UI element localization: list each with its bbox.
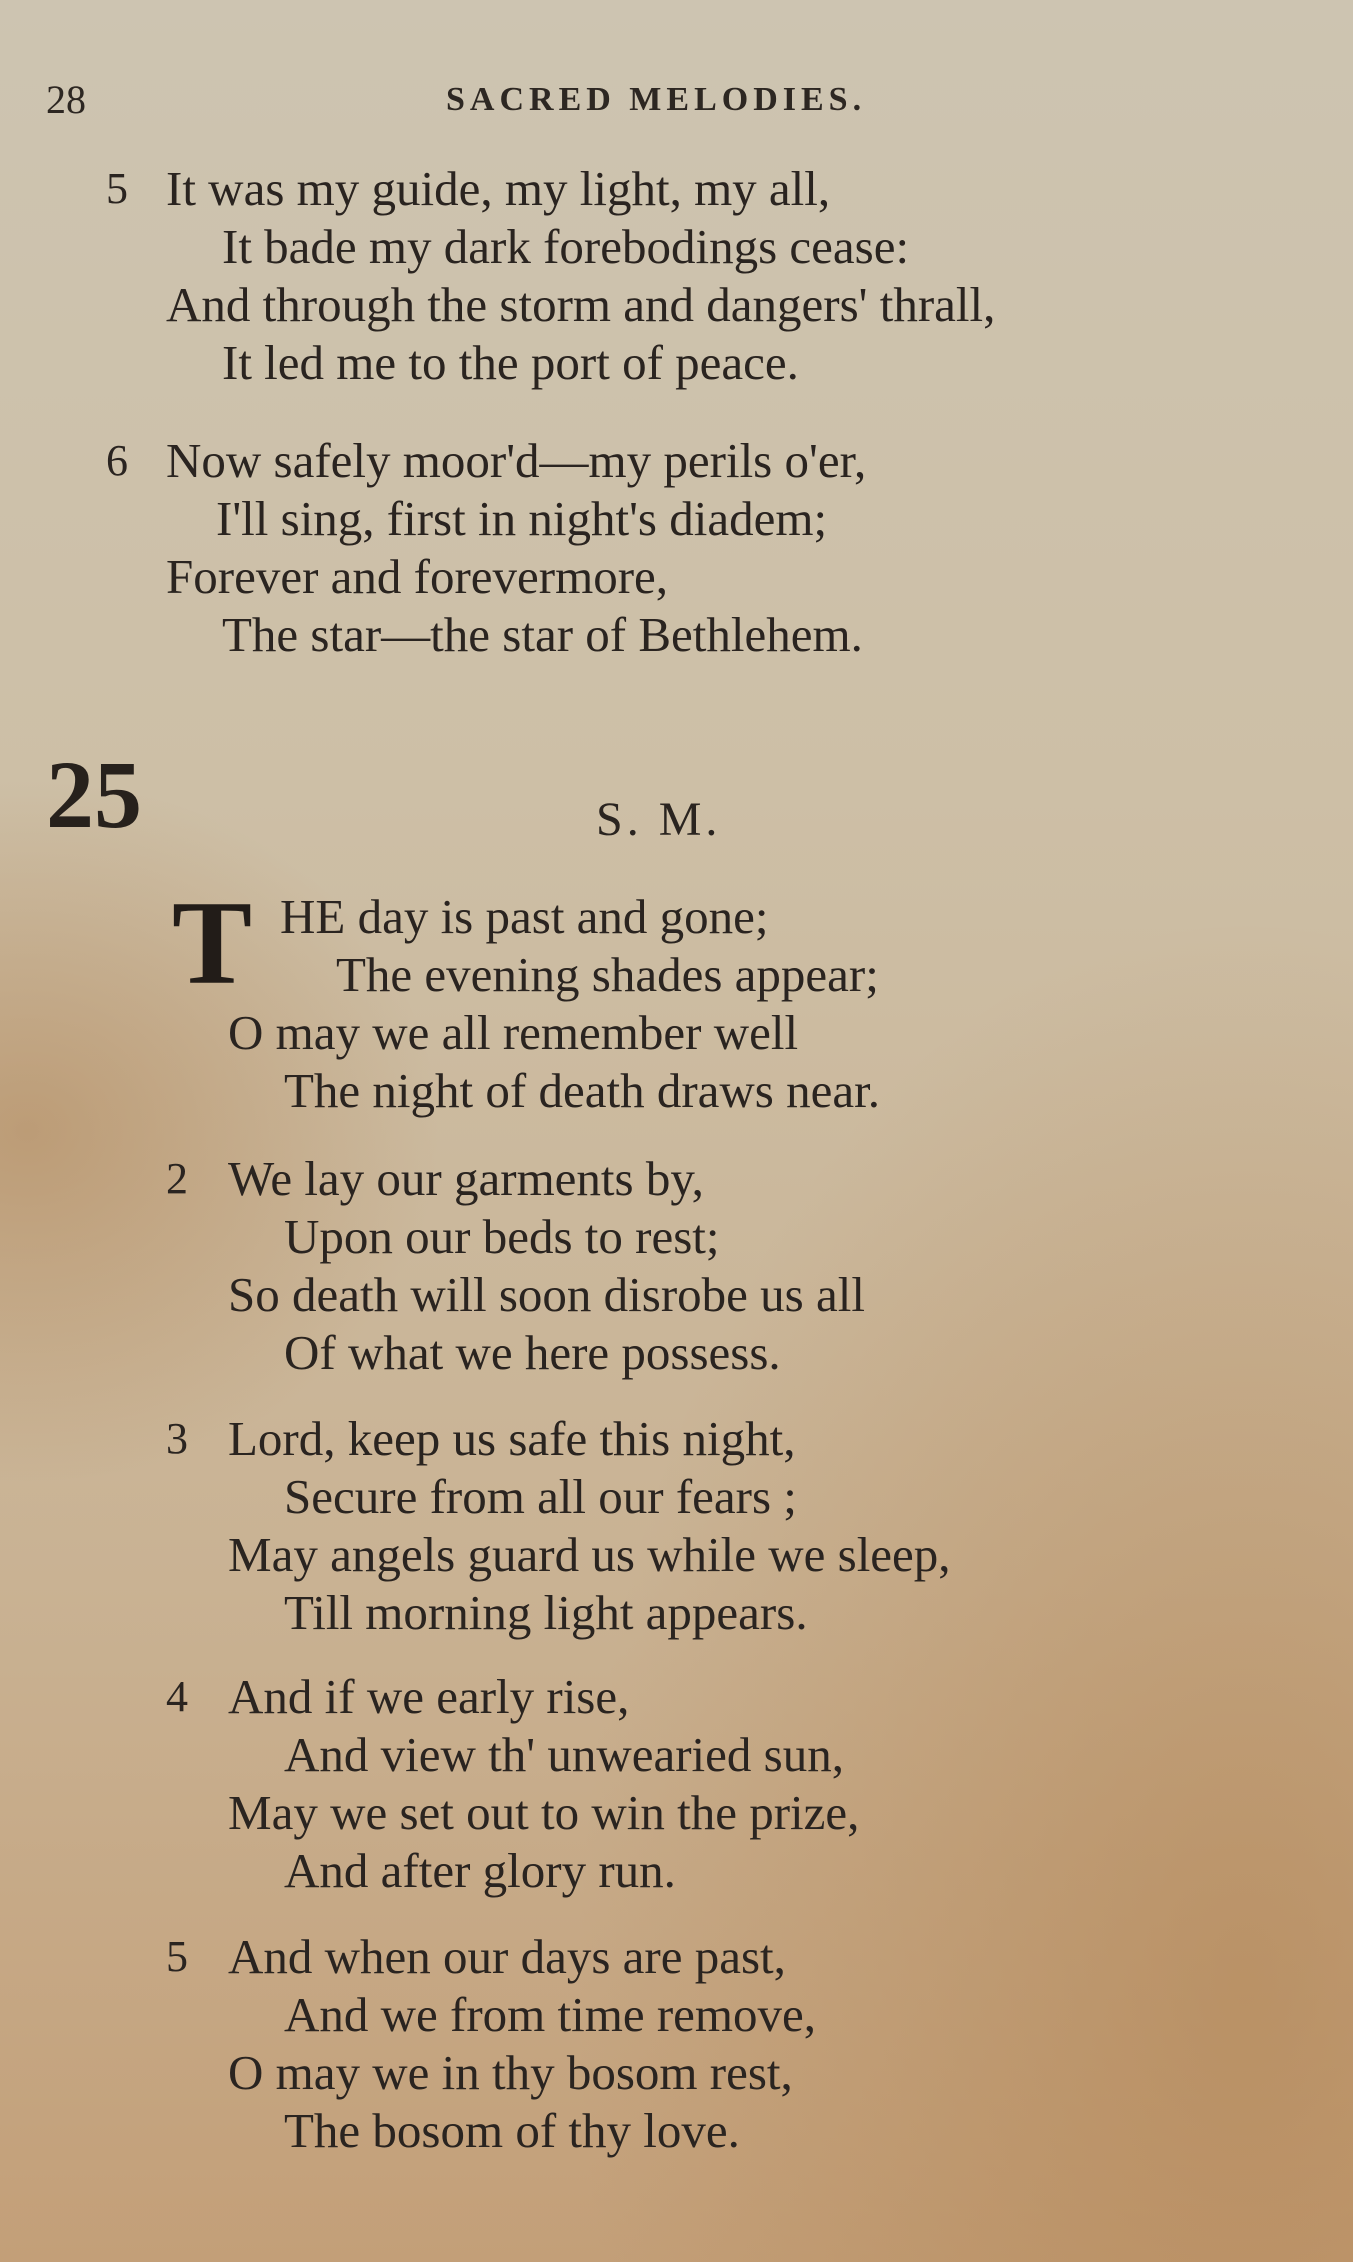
- stanza-line: Till morning light appears.: [284, 1585, 808, 1640]
- stanza-line: And through the storm and dangers' thrall,: [166, 277, 996, 332]
- stanza-line: Secure from all our fears ;: [284, 1469, 797, 1524]
- stanza-line: I'll sing, first in night's diadem;: [216, 491, 828, 546]
- stanza-line: HE day is past and gone;: [280, 889, 769, 944]
- stanza-line: The night of death draws near.: [284, 1063, 880, 1118]
- hymn-stanza-5: [166, 1928, 817, 2160]
- stanza-number: 4: [166, 1672, 188, 1721]
- stanza-line: The bosom of thy love.: [284, 2103, 740, 2158]
- page-header: [0, 70, 1353, 130]
- stanza-line: We lay our garments by,: [228, 1151, 704, 1206]
- stanza-line: It was my guide, my light, my all,: [166, 161, 831, 216]
- stanza-line: Upon our beds to rest;: [284, 1209, 720, 1264]
- stanza-line: The evening shades appear;: [336, 947, 879, 1002]
- stanza-line: Of what we here possess.: [284, 1325, 781, 1380]
- stanza-line: And if we early rise,: [228, 1669, 630, 1724]
- stanza-line: So death will soon disrobe us all: [228, 1267, 865, 1322]
- stanza-line: And after glory run.: [284, 1843, 676, 1898]
- stanza-line: And we from time remove,: [284, 1987, 817, 2042]
- stanza-number: 5: [166, 1932, 188, 1981]
- hymn-meter: S. M.: [596, 793, 722, 846]
- stanza-line: Lord, keep us safe this night,: [228, 1411, 796, 1466]
- stanza-line: And view th' unwearied sun,: [284, 1727, 844, 1782]
- stanza-line: It led me to the port of peace.: [222, 335, 799, 390]
- stanza-line: It bade my dark forebodings cease:: [222, 219, 910, 274]
- hymn-number: 25: [46, 741, 142, 848]
- stanza-number: 3: [166, 1414, 188, 1463]
- stanza-line: And when our days are past,: [228, 1929, 786, 1984]
- hymn-stanza-2: [166, 1150, 865, 1382]
- bleed-through-mark: [1200, 990, 1238, 1162]
- stanza-line: The star—the star of Bethlehem.: [222, 607, 863, 662]
- hymn-stanza-4: [166, 1668, 860, 1900]
- stanza-number: 5: [106, 164, 128, 213]
- hymn-stanza-3: [166, 1410, 951, 1642]
- stanza-line: Now safely moor'd—my perils o'er,: [166, 433, 867, 488]
- stanza-line: Forever and forevermore,: [166, 549, 669, 604]
- stanza-line: O may we in thy bosom rest,: [228, 2045, 793, 2100]
- hymn-stanza-1: [228, 888, 880, 1120]
- page-number: 28: [46, 77, 86, 122]
- running-title: SACRED MELODIES.: [446, 81, 867, 118]
- stanza-number: 6: [106, 436, 128, 485]
- stanza-line: O may we all remember well: [228, 1005, 799, 1060]
- stanza-number: 2: [166, 1154, 188, 1203]
- stanza-line: May angels guard us while we sleep,: [228, 1527, 951, 1582]
- drop-cap: T: [172, 876, 253, 1009]
- previous-hymn-stanza-6: [106, 432, 867, 664]
- stanza-line: May we set out to win the prize,: [228, 1785, 860, 1840]
- previous-hymn-stanza-5: [106, 160, 996, 392]
